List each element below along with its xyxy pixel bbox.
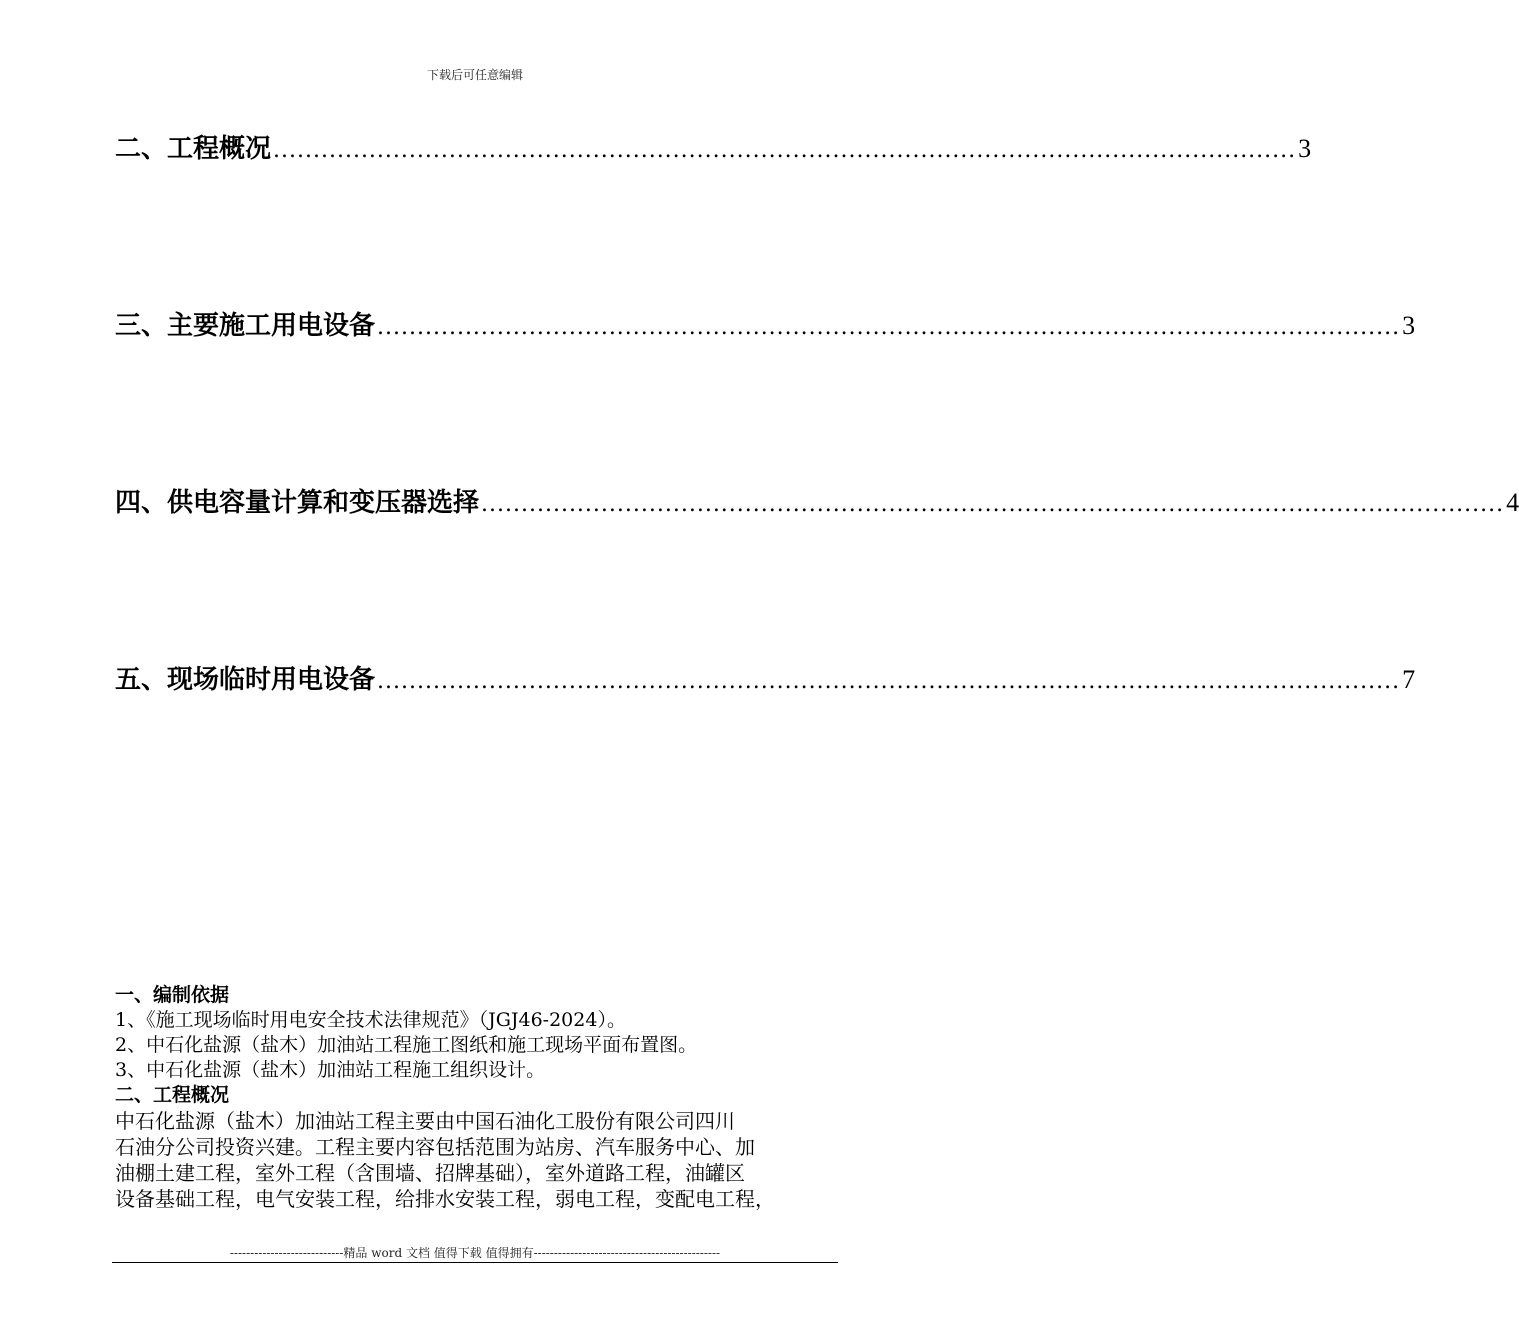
toc-entry-title: 四、供电容量计算和变压器选择 (115, 488, 480, 518)
toc-leader-dots: ................................................................................................................................ (377, 669, 1401, 694)
toc-entry[interactable] (115, 486, 1519, 522)
toc-leader-dots: ................................................................................................................................ (481, 492, 1505, 517)
toc-entry-title: 二、工程概况 (115, 134, 272, 164)
toc-entry[interactable] (115, 663, 1416, 699)
paragraph-line: 石油分公司投资兴建。工程主要内容包括范围为站房、汽车服务中心、加 (115, 1135, 755, 1159)
toc-entry[interactable] (115, 309, 1416, 345)
toc-entry-title: 五、现场临时用电设备 (115, 665, 376, 695)
toc-leader-dots: ................................................................................................................................ (273, 138, 1297, 163)
header-note: 下载后可任意编辑 (426, 68, 523, 82)
toc-entry-page: 4 (1506, 488, 1519, 517)
document-body (115, 983, 837, 1212)
overview-paragraph (115, 1108, 837, 1212)
basis-item: 3、中石化盐源（盐木）加油站工程施工组织设计。 (115, 1059, 546, 1081)
toc-entry-page: 3 (1298, 134, 1312, 163)
basis-item: 1、《施工现场临时用电安全技术法律规范》（JGJ46-2024）。 (115, 1009, 626, 1031)
paragraph-line: 油棚土建工程，室外工程（含围墙、招牌基础），室外道路工程，油罐区 (115, 1161, 745, 1185)
paragraph-line: 设备基础工程，电气安装工程，给排水安装工程，弱电工程，变配电工程， (115, 1187, 775, 1211)
toc-entry-page: 7 (1402, 665, 1416, 694)
section-heading-basis: 一、编制依据 (115, 984, 230, 1006)
footer-divider (112, 1262, 838, 1263)
footer-text: ----------------------------精品 word 文档 值得下载 值得拥有---------------------------------------------- (229, 1246, 721, 1260)
basis-item: 2、中石化盐源（盐木）加油站工程施工图纸和施工现场平面布置图。 (115, 1034, 698, 1056)
toc-leader-dots: ................................................................................................................................ (377, 315, 1401, 340)
toc-entry[interactable] (115, 132, 1312, 168)
paragraph-line: 中石化盐源（盐木）加油站工程主要由中国石油化工股份有限公司四川 (115, 1109, 735, 1133)
section-heading-overview: 二、工程概况 (115, 1084, 230, 1106)
toc-entry-title: 三、主要施工用电设备 (115, 311, 376, 341)
toc-entry-page: 3 (1402, 311, 1416, 340)
